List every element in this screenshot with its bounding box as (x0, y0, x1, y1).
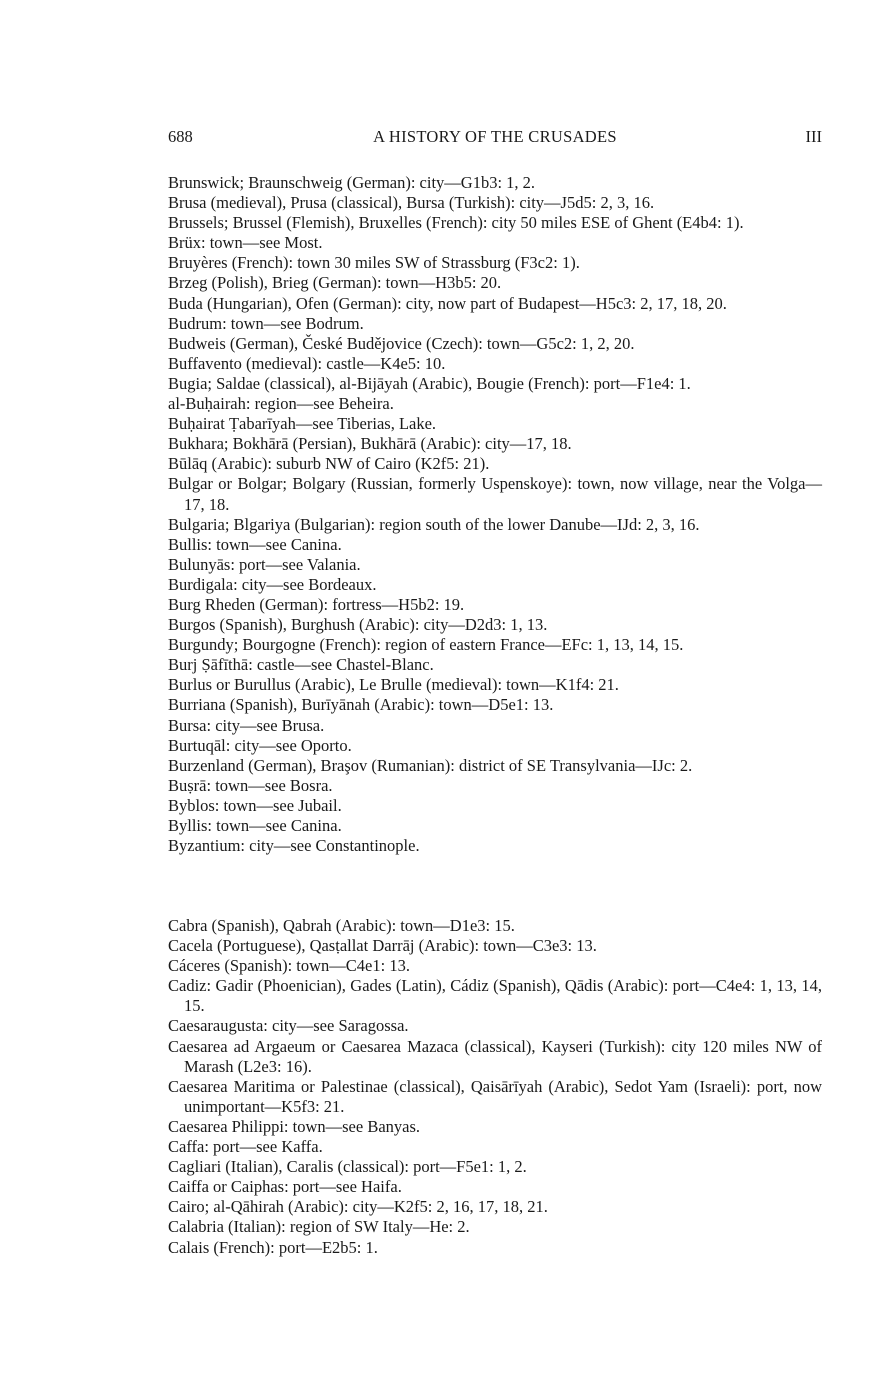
index-entry: Cáceres (Spanish): town—C4e1: 13. (168, 956, 410, 976)
index-entry: Burlus or Burullus (Arabic), Le Brulle (medieval): town—K1f4: 21. (168, 675, 619, 695)
index-entry: Burg Rheden (German): fortress—H5b2: 19. (168, 594, 465, 614)
index-entry: Cagliari (Italian), Caralis (classical): port—F5e1: 1, 2. (168, 1157, 527, 1177)
index-entry: Burtuqāl: city—see Oporto. (168, 735, 352, 755)
index-entry: Cairo; al-Qāhirah (Arabic): city—K2f5: 2, 16, 17, 18, 21. (168, 1197, 548, 1217)
index-entry: Byllis: town—see Canina. (168, 816, 342, 835)
index-entry: Caesarea Philippi: town—see Banyas. (168, 1116, 421, 1136)
index-entry: Brunswick; Braunschweig (German): city—G1b3: 1, 2. (168, 173, 536, 192)
index-entry: Caffa: port—see Kaffa. (168, 1137, 323, 1157)
index-entry: al-Buḥairah: region—see Beheira. (168, 394, 394, 414)
index-entry: Buda (Hungarian), Ofen (German): city, now part of Budapest—H5c3: 2, 17, 18, 20. (168, 293, 727, 313)
index-entry: Bulgaria; Blgariya (Bulgarian): region south of the lower Danube—IJd: 2, 3, 16. (168, 514, 700, 534)
index-entry: Bugia; Saldae (classical), al-Bijāyah (Arabic), Bougie (French): port—F1e4: 1. (168, 373, 691, 393)
index-entry: Brusa (medieval), Prusa (classical), Bursa (Turkish): city—J5d5: 2, 3, 16. (168, 193, 655, 213)
volume-number: III (805, 127, 822, 146)
index-entry: Buffavento (medieval): castle—K4e5: 10. (168, 353, 446, 373)
index-entry: Caesarea ad Argaeum or Caesarea Mazaca (classical), Kayseri (Turkish): city 120 miles NW of Marash (L2e3: 16). (168, 1036, 822, 1076)
book-title: A HISTORY OF THE CRUSADES (373, 127, 617, 146)
index-entry: Brussels; Brussel (Flemish), Bruxelles (French): city 50 miles ESE of Ghent (E4b4: 1). (168, 213, 744, 233)
index-entry: Calabria (Italian): region of SW Italy—He: 2. (168, 1217, 470, 1237)
index-entry: Calais (French): port—E2b5: 1. (168, 1237, 378, 1257)
index-entry: Bullis: town—see Canina. (168, 534, 342, 554)
index-section-b (168, 173, 822, 856)
index-entry: Burzenland (German), Braşov (Rumanian): district of SE Transylvania—IJc: 2. (168, 755, 693, 775)
index-entry: Caiffa or Caiphas: port—see Haifa. (168, 1177, 402, 1197)
index-entry: Buḥairat Ṭabarīyah—see Tiberias, Lake. (168, 414, 437, 434)
index-entry: Budweis (German), České Budějovice (Czech): town—G5c2: 1, 2, 20. (168, 333, 635, 353)
index-entry: Bruyères (French): town 30 miles SW of Strassburg (F3c2: 1). (168, 253, 580, 273)
index-entry: Byblos: town—see Jubail. (168, 795, 342, 815)
page-number: 688 (168, 127, 193, 146)
index-entry: Cabra (Spanish), Qabrah (Arabic): town—D1e3: 15. (168, 916, 515, 935)
index-entry: Brzeg (Polish), Brieg (German): town—H3b5: 20. (168, 273, 502, 293)
index-entry: Burdigala: city—see Bordeaux. (168, 574, 377, 594)
index-section-c (168, 916, 822, 1258)
index-entry: Cacela (Portuguese), Qasṭallat Darrāj (Arabic): town—C3e3: 13. (168, 936, 597, 956)
index-entry: Burriana (Spanish), Burīyānah (Arabic): town—D5e1: 13. (168, 695, 554, 715)
running-head (168, 126, 822, 148)
index-entry: Burgundy; Bourgogne (French): region of eastern France—EFc: 1, 13, 14, 15. (168, 635, 684, 655)
index-entry: Burj Ṣāfīthā: castle—see Chastel-Blanc. (168, 655, 434, 675)
index-entry: Bulgar or Bolgar; Bolgary (Russian, formerly Uspenskoye): town, now village, near the Volga—17, 18. (168, 474, 822, 514)
index-entry: Bukhara; Bokhārā (Persian), Bukhārā (Arabic): city—17, 18. (168, 434, 572, 454)
index-entry: Byzantium: city—see Constantinople. (168, 836, 420, 856)
index-entry: Caesaraugusta: city—see Saragossa. (168, 1016, 409, 1036)
index-entry: Budrum: town—see Bodrum. (168, 313, 364, 333)
index-entry: Burgos (Spanish), Burghush (Arabic): city—D2d3: 1, 13. (168, 615, 548, 635)
index-entry: Bursa: city—see Brusa. (168, 715, 325, 735)
index-entry: Bulunyās: port—see Valania. (168, 554, 361, 574)
index-entry: Buṣrā: town—see Bosra. (168, 775, 333, 795)
index-entry: Caesarea Maritima or Palestinae (classical), Qaisārīyah (Arabic), Sedot Yam (Israeli): port, now unimportant—K5f3: 21. (168, 1076, 822, 1116)
index-entry: Būlāq (Arabic): suburb NW of Cairo (K2f5: 21). (168, 454, 490, 474)
index-entry: Cadiz: Gadir (Phoenician), Gades (Latin), Cádiz (Spanish), Qādis (Arabic): port—C4e4: 1, 13, 14, 15. (168, 976, 822, 1016)
index-entry: Brüx: town—see Most. (168, 233, 323, 253)
